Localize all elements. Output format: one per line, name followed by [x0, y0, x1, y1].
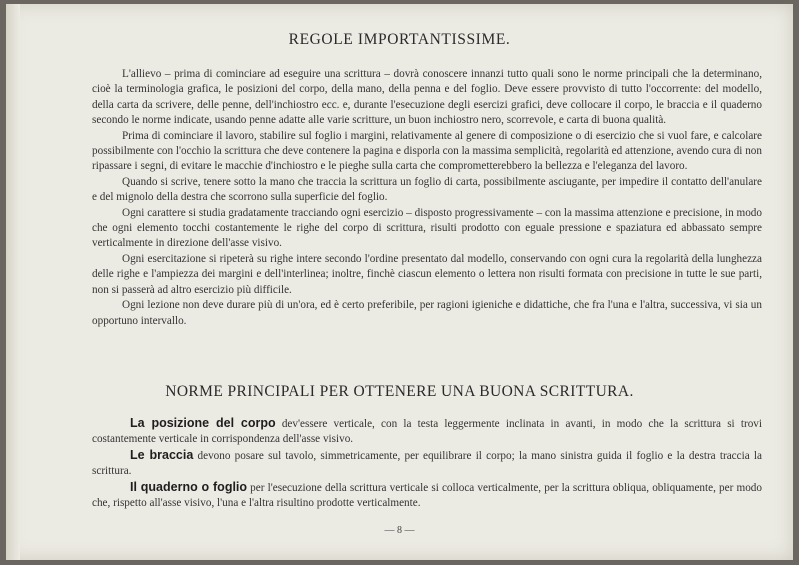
norme-item-braccia	[92, 448, 762, 480]
rules-section	[92, 67, 762, 329]
rules-paragraph: Ogni esercitazione si ripeterà su righe intere secondo l'ordine presentato dal modello, conservando con ogni cura la regolarità della lunghezza delle righe e l'ampiezza dei margini e dell'interlinea; inoltre, finchè ciascun elemento o lettera non risulti formata con precisione in tutte le sue parti, non si passerà ad altro esercizio più difficile.	[92, 252, 762, 296]
norme-item-text: dev'essere verticale, con la testa leggermente inclinata in avanti, in modo che la scrittura si trovi costantemente verticale in corrispondenza dell'asse visivo.	[92, 418, 762, 446]
norme-item-lead: Le braccia	[130, 447, 194, 462]
norme-item-text: per l'esecuzione della scrittura verticale si colloca verticalmente, per la scrittura obliqua, obliquamente, per modo che, rispetto all'asse visivo, l'una e l'altra risultino prodotte verticalmente.	[92, 481, 762, 510]
section-title-regole: REGOLE IMPORTANTISSIME.	[288, 31, 511, 48]
norme-item-lead: Il quaderno o foglio	[130, 479, 248, 494]
norme-item-quaderno	[92, 480, 762, 512]
norme-item-lead: La posizione del corpo	[130, 416, 276, 430]
rules-paragraph: Ogni carattere si studia gradatamente tracciando ogni esercizio – disposto progressivamente – con la massima attenzione e precisione, in modo che ogni elemento tocchi costantemente le righe del corpo di scrittura, risulti prodotto con eguale pressione e spaziatura ed abbassato sempre verticalmente in direzione dell'asse visivo.	[92, 206, 762, 250]
rules-paragraph: Prima di cominciare il lavoro, stabilire sul foglio i margini, relativamente al genere di composizione o di esercizio che si vuol fare, e calcolare possibilmente con l'occhio la scrittura che deve contenere la pagina e disporla con la massima semplicità, regolarità ed attenzione, avendo cura di non ripassare i segni, di evitare le macchie d'inchiostro e le pieghe sulla carta che comprometterebbero la bellezza e l'eleganza del lavoro.	[92, 129, 762, 173]
norme-item-text: devono posare sul tavolo, simmetricamente, per equilibrare il corpo; la mano sinistra guida il foglio e la destra traccia la scrittura.	[92, 449, 762, 478]
page-number: — 8 —	[384, 525, 415, 536]
norme-section	[92, 416, 762, 511]
section-title-norme: NORME PRINCIPALI PER OTTENERE UNA BUONA SCRITTURA.	[165, 383, 634, 400]
page-spine-shadow	[6, 4, 20, 560]
rules-paragraph: Ogni lezione non deve durare più di un'ora, ed è certo preferibile, per ragioni igieniche e didattiche, che fra l'una e l'altra, successiva, vi sia un opportuno intervallo.	[92, 299, 762, 327]
norme-item-corpo	[92, 416, 762, 448]
rules-paragraph: L'allievo – prima di cominciare ad eseguire una scrittura – dovrà conoscere innanzi tutto quali sono le norme principali che la determinano, cioè la terminologia grafica, le posizioni del corpo, della mano, della penna e del foglio. Deve essere provvisto di tutto l'occorrente: del modello, della carta da scrivere, delle penne, dell'inchiostro ecc. e, durante l'esecuzione degli esercizi grafici, deve collocare il corpo, le braccia e il quaderno secondo le norme indicate, usando penne adatte alle varie scritture, un buon inchiostro nero, scorrevole, e carta di buona qualità.	[92, 68, 762, 127]
document-page	[6, 4, 793, 560]
rules-paragraph: Quando si scrive, tenere sotto la mano che traccia la scrittura un foglio di carta, possibilmente asciugante, per impedire il contatto dell'anulare e del mignolo della destra che scorrono sulla superficie del foglio.	[92, 175, 762, 204]
